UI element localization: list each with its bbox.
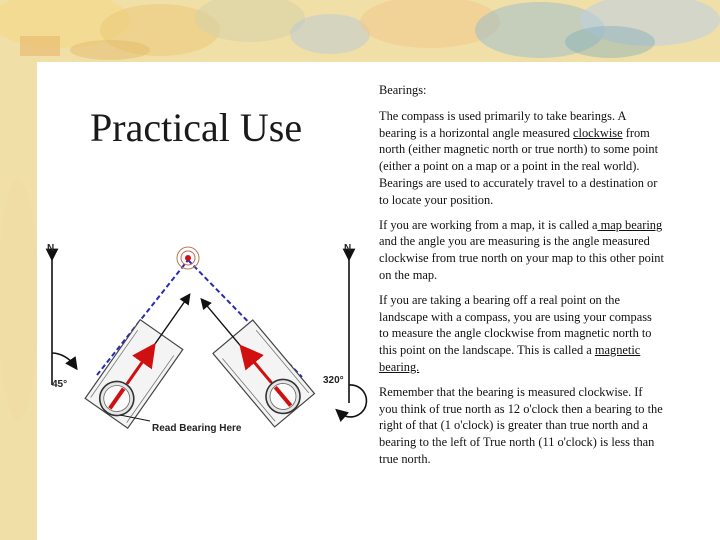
paragraph-map-bearing xyxy=(379,217,664,284)
left-compass-icon xyxy=(85,283,208,428)
slide-title: Practical Use xyxy=(90,105,303,150)
paragraph-text: If you are taking a bearing off a real point on the landscape with a compass, you are using your compass to measure the angle clockwise from magnetic north to this point on the landscape. This is called a xyxy=(379,292,652,358)
angle-label-left: 45° xyxy=(52,379,68,390)
paragraph-magnetic-bearing xyxy=(379,292,664,376)
paragraph-clockwise-reminder xyxy=(379,384,664,468)
right-compass-icon xyxy=(184,286,314,427)
angle-arc-left xyxy=(52,353,74,365)
map-bearing-link[interactable]: map bearing xyxy=(597,217,663,232)
paragraph-text: If you are working from a map, it is called a xyxy=(379,217,598,232)
angle-label-right: 320° xyxy=(323,375,344,386)
compass-bearing-diagram xyxy=(40,235,370,460)
paragraph-text: Remember that the bearing is measured clockwise. If you think of true north as 12 o'clock then a bearing to the right of that (1 o'clock) is greater than true north and a bearing to the left of True north (11 o'clock) is less than true north. xyxy=(379,384,663,466)
clockwise-link[interactable]: clockwise xyxy=(573,125,623,140)
paragraph-compass-use xyxy=(379,108,664,209)
text-column xyxy=(379,82,664,476)
bearings-heading: Bearings: xyxy=(379,83,427,97)
paragraph-text: from north (either magnetic north or true north) to some point (either a point on a map or a point in the real world). Bearings are used to accurately travel to a destination or to locate your position. xyxy=(379,125,659,207)
north-label-right: N xyxy=(344,243,352,254)
north-label-left: N xyxy=(47,243,55,254)
angle-arc-right xyxy=(340,385,367,417)
diagram-caption: Read Bearing Here xyxy=(152,423,242,434)
paragraph-text: The compass is used primarily to take bearings. A bearing is a horizontal angle measured xyxy=(379,108,626,140)
paragraph-text: and the angle you are measuring is the angle measured clockwise from true north on your map to this other point on the map. xyxy=(379,234,664,282)
magnetic-bearing-link[interactable]: magnetic bearing. xyxy=(379,343,641,374)
target-point-icon xyxy=(177,247,199,269)
